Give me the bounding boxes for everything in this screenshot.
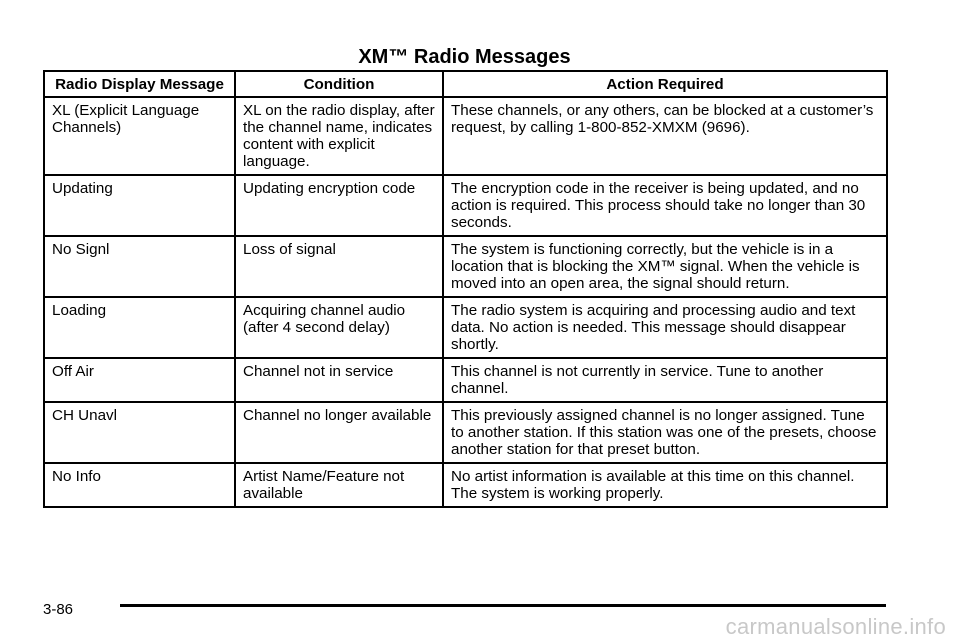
condition-cell: Loss of signal bbox=[235, 236, 443, 297]
condition-cell: Channel not in service bbox=[235, 358, 443, 402]
table-row bbox=[44, 97, 887, 175]
action-cell: This previously assigned channel is no longer assigned. Tune to another station. If this station was one of the presets, choose another station for that preset button. bbox=[443, 402, 887, 463]
page-number: 3-86 bbox=[43, 601, 74, 618]
footer-divider bbox=[120, 604, 886, 607]
radio-messages-table bbox=[43, 70, 888, 508]
action-cell: No artist information is available at this time on this channel. The system is working properly. bbox=[443, 463, 887, 507]
display-message-cell: No Info bbox=[44, 463, 235, 507]
table-row bbox=[44, 175, 887, 236]
condition-cell: Acquiring channel audio (after 4 second delay) bbox=[235, 297, 443, 358]
table-row bbox=[44, 402, 887, 463]
column-header: Action Required bbox=[443, 71, 887, 97]
display-message-cell: No Signl bbox=[44, 236, 235, 297]
table-row bbox=[44, 297, 887, 358]
condition-cell: XL on the radio display, after the channel name, indicates content with explicit language. bbox=[235, 97, 443, 175]
table-row bbox=[44, 236, 887, 297]
watermark: carmanualsonline.info bbox=[725, 614, 946, 639]
display-message-cell: Off Air bbox=[44, 358, 235, 402]
page-title: XM™ Radio Messages bbox=[358, 46, 571, 68]
action-cell: These channels, or any others, can be blocked at a customer’s request, by calling 1-800-852-XMXM (9696). bbox=[443, 97, 887, 175]
action-cell: The system is functioning correctly, but the vehicle is in a location that is blocking the XM™ signal. When the vehicle is moved into an open area, the signal should return. bbox=[443, 236, 887, 297]
table-row bbox=[44, 358, 887, 402]
display-message-cell: CH Unavl bbox=[44, 402, 235, 463]
action-cell: The radio system is acquiring and processing audio and text data. No action is needed. This message should disappear shortly. bbox=[443, 297, 887, 358]
table-header-row bbox=[44, 71, 887, 97]
action-cell: This channel is not currently in service. Tune to another channel. bbox=[443, 358, 887, 402]
display-message-cell: Loading bbox=[44, 297, 235, 358]
display-message-cell: XL (Explicit Language Channels) bbox=[44, 97, 235, 175]
table-row bbox=[44, 463, 887, 507]
display-message-cell: Updating bbox=[44, 175, 235, 236]
column-header: Radio Display Message bbox=[44, 71, 235, 97]
condition-cell: Updating encryption code bbox=[235, 175, 443, 236]
column-header: Condition bbox=[235, 71, 443, 97]
condition-cell: Channel no longer available bbox=[235, 402, 443, 463]
condition-cell: Artist Name/Feature not available bbox=[235, 463, 443, 507]
action-cell: The encryption code in the receiver is being updated, and no action is required. This process should take no longer than 30 seconds. bbox=[443, 175, 887, 236]
